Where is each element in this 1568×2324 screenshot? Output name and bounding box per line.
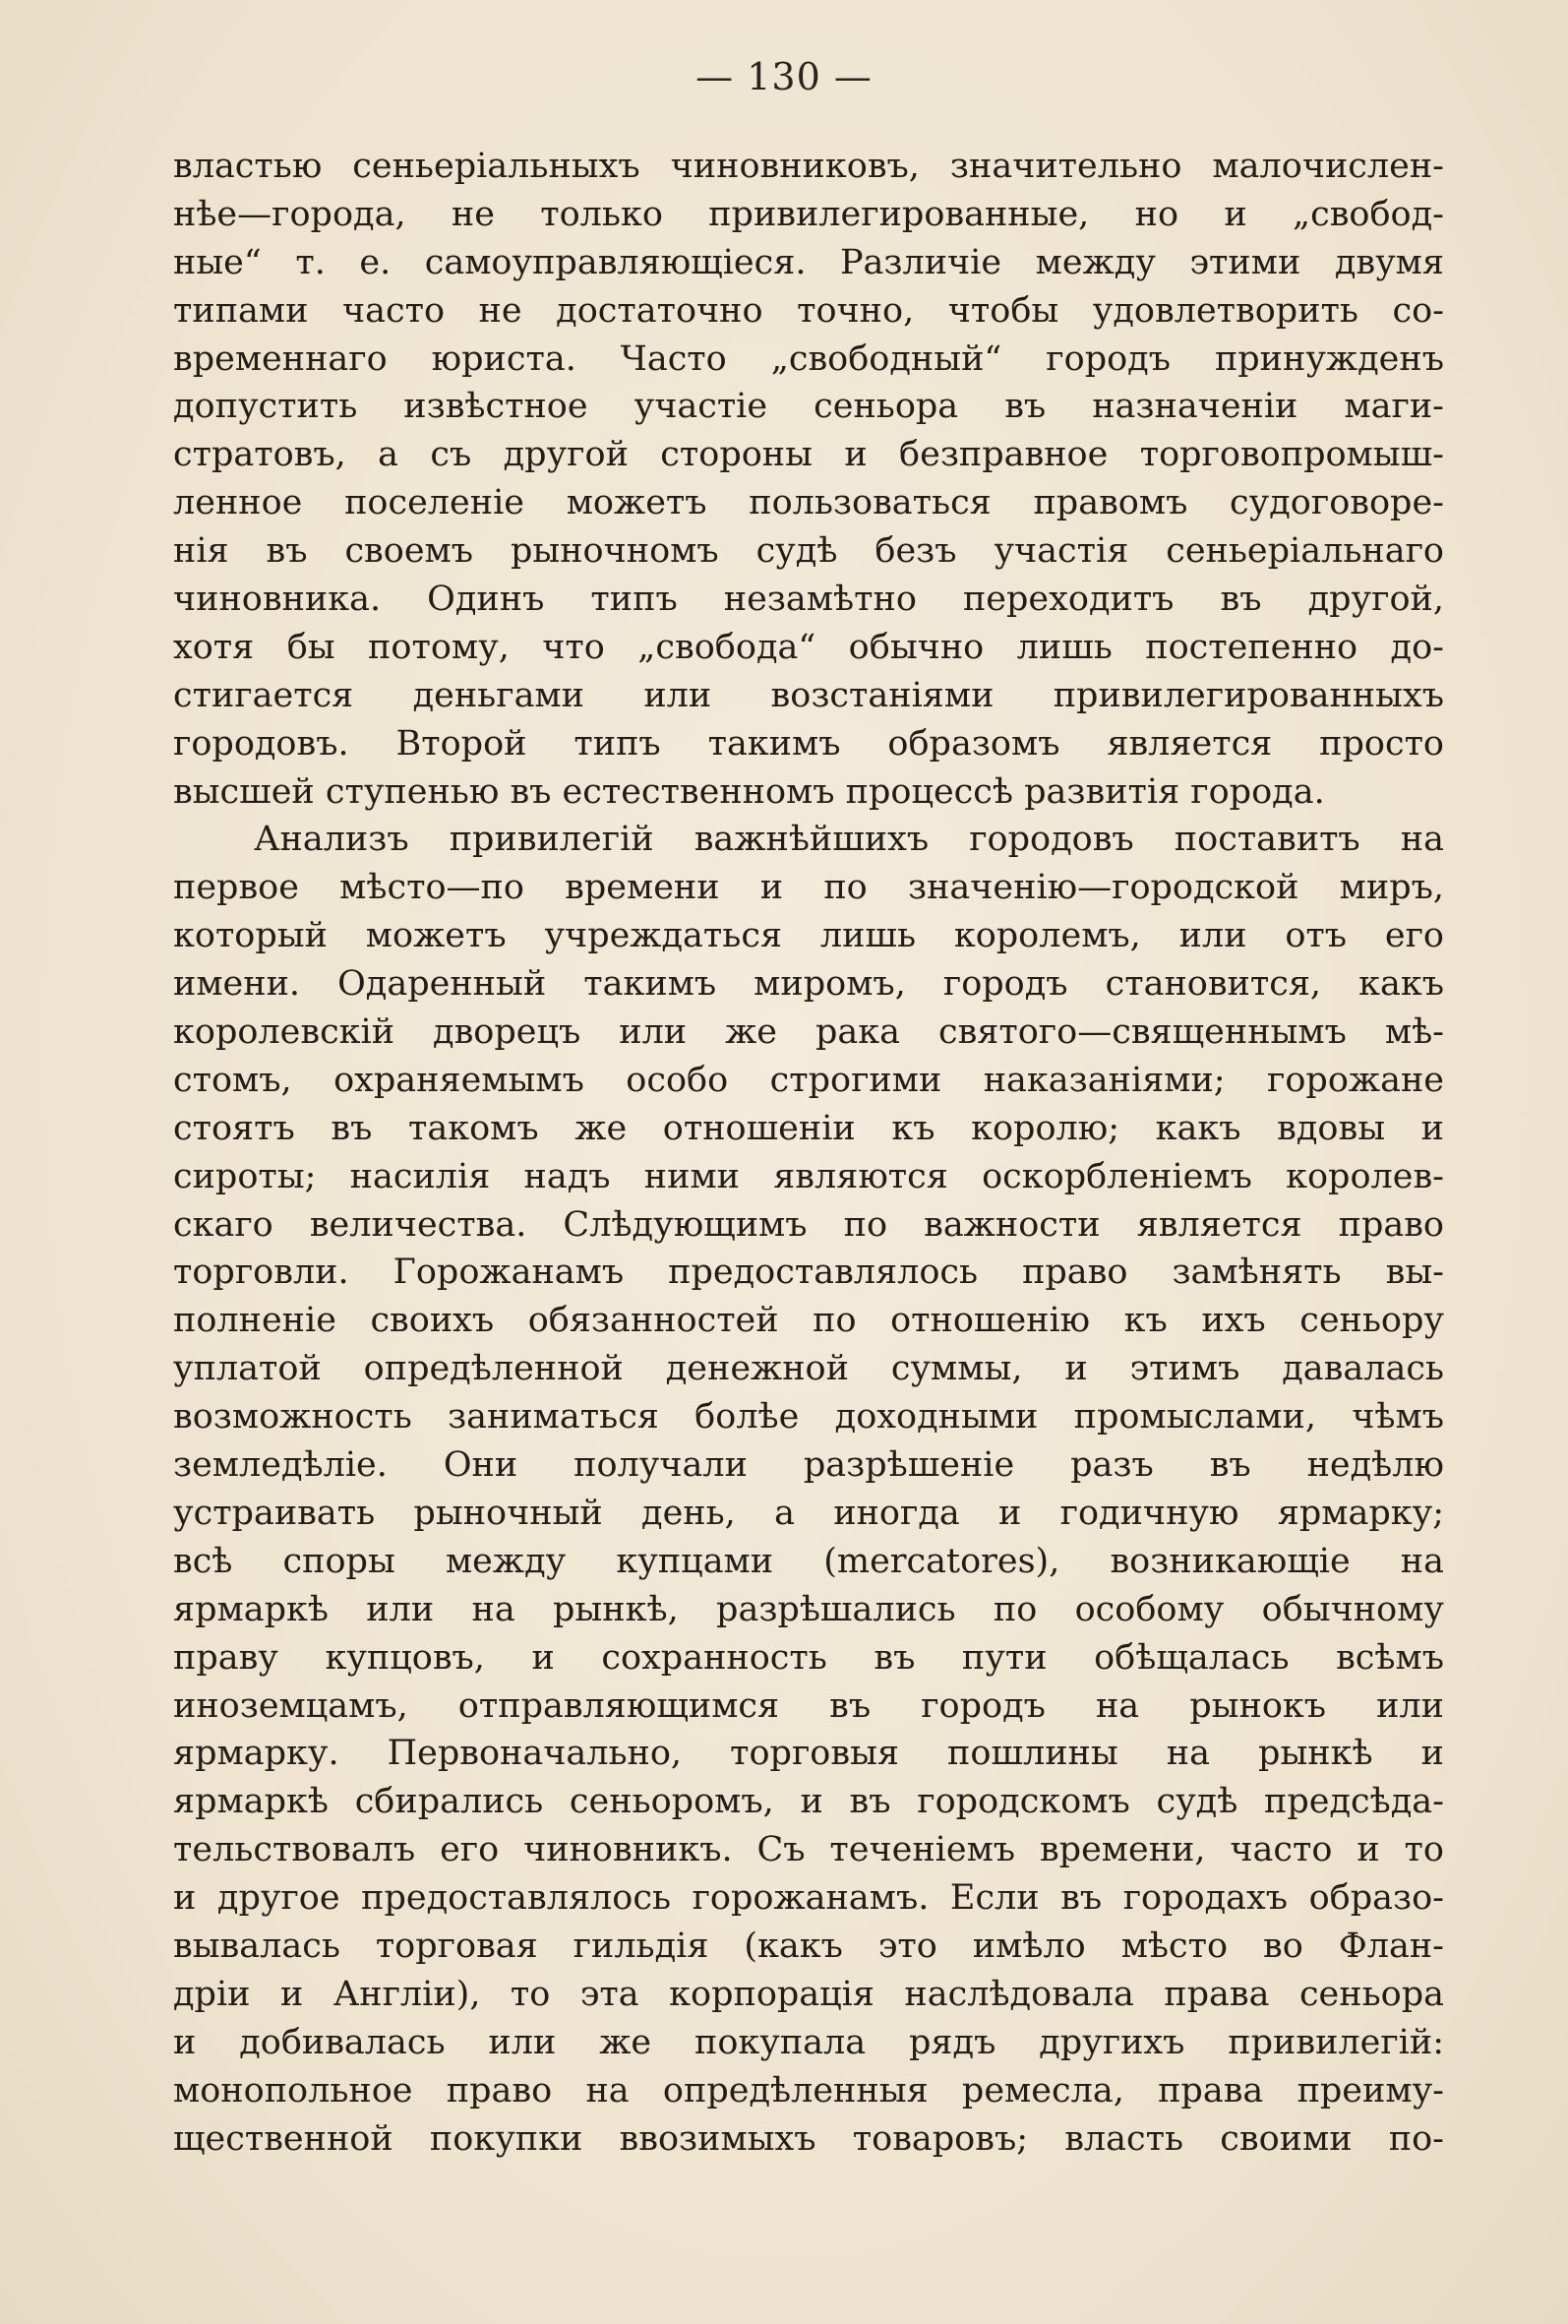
text-line: уплатой опредѣленной денежной суммы, и этимъ давалась: [173, 1349, 1444, 1389]
body-text: [173, 143, 1444, 2163]
text-line: ярмаркѣ сбирались сеньоромъ, и въ городскомъ судѣ предсѣда-: [173, 1782, 1444, 1822]
text-line: стоятъ въ такомъ же отношеніи къ королю; какъ вдовы и: [173, 1108, 1444, 1148]
text-line: властью сеньеріальныхъ чиновниковъ, значительно малочислен-: [173, 147, 1444, 186]
text-line: типами часто не достаточно точно, чтобы удовлетворить со-: [173, 290, 1444, 331]
text-line: и другое предоставлялось горожанамъ. Если въ городахъ образо-: [173, 1878, 1444, 1919]
text-line: возможность заниматься болѣе доходными промыслами, чѣмъ: [173, 1397, 1444, 1437]
text-line: праву купцовъ, и сохранность въ пути обѣщалась всѣмъ: [173, 1637, 1444, 1678]
text-line: скаго величества. Слѣдующимъ по важности является право: [173, 1204, 1444, 1245]
text-line: сироты; насилія надъ ними являются оскорбленіемъ королев-: [173, 1156, 1444, 1196]
text-line: ярмаркѣ или на рынкѣ, разрѣшались по особому обычному: [173, 1589, 1444, 1629]
text-line: ные“ т. е. самоуправляющіеся. Различіе между этими двумя: [173, 242, 1444, 282]
text-line: всѣ споры между купцами (mercatores), возникающіе на: [173, 1541, 1444, 1581]
text-line: земледѣліе. Они получали разрѣшеніе разъ въ недѣлю: [173, 1445, 1444, 1486]
text-line: нѣе—города, не только привилегированные, но и „свобод-: [173, 194, 1444, 234]
page-number: — 130 —: [695, 55, 873, 98]
text-line: ярмарку. Первоначально, торговыя пошлины на рынкѣ и: [173, 1734, 1444, 1774]
paragraph-end-line: высшей ступенью въ естественномъ процессѣ развитія города.: [173, 771, 1325, 812]
text-line: допустить извѣстное участіе сеньора въ назначеніи маги-: [173, 387, 1444, 427]
text-line: королевскій дворецъ или же рака святого—священнымъ мѣ-: [173, 1012, 1444, 1053]
text-line: стратовъ, а съ другой стороны и безправное торговопромыш-: [173, 435, 1444, 475]
text-line: дріи и Англіи), то эта корпорація наслѣдовала права сеньора: [173, 1974, 1444, 2014]
text-line: ленное поселеніе можетъ пользоваться правомъ судоговоре-: [173, 483, 1444, 523]
text-line: тельствовалъ его чиновникъ. Съ теченіемъ времени, часто и то: [173, 1830, 1444, 1870]
text-line: и добивалась или же покупала рядъ другихъ привилегій:: [173, 2022, 1444, 2062]
text-line: городовъ. Второй типъ такимъ образомъ является просто: [173, 723, 1444, 764]
text-line: хотя бы потому, что „свобода“ обычно лишь постепенно до-: [173, 627, 1444, 667]
text-line: вывалась торговая гильдія (какъ это имѣло мѣсто во Флан-: [173, 1926, 1444, 1966]
text-line: стомъ, охраняемымъ особо строгими наказаніями; горожане: [173, 1060, 1444, 1100]
text-line: стигается деньгами или возстаніями привилегированныхъ: [173, 675, 1444, 715]
text-line: имени. Одаренный такимъ миромъ, городъ становится, какъ: [173, 964, 1444, 1005]
text-line: полненіе своихъ обязанностей по отношенію къ ихъ сеньору: [173, 1301, 1444, 1341]
text-line: щественной покупки ввозимыхъ товаровъ; власть своими по-: [173, 2118, 1444, 2159]
text-line: устраивать рыночный день, а иногда и годичную ярмарку;: [173, 1493, 1444, 1533]
text-line: временнаго юриста. Часто „свободный“ городъ принужденъ: [173, 338, 1444, 379]
text-line: иноземцамъ, отправляющимся въ городъ на рынокъ или: [173, 1685, 1444, 1726]
text-line: первое мѣсто—по времени и по значенію—городской миръ,: [173, 868, 1444, 908]
text-line: торговли. Горожанамъ предоставлялось право замѣнять вы-: [173, 1253, 1444, 1293]
paragraph-start-line: Анализъ привилегій важнѣйшихъ городовъ поставитъ на: [254, 820, 1444, 860]
text-line: монопольное право на опредѣленныя ремесла, права преиму-: [173, 2070, 1444, 2110]
text-line: нія въ своемъ рыночномъ судѣ безъ участія сеньеріальнаго: [173, 531, 1444, 572]
text-line: который можетъ учреждаться лишь королемъ, или отъ его: [173, 916, 1444, 956]
text-line: чиновника. Одинъ типъ незамѣтно переходитъ въ другой,: [173, 580, 1444, 620]
